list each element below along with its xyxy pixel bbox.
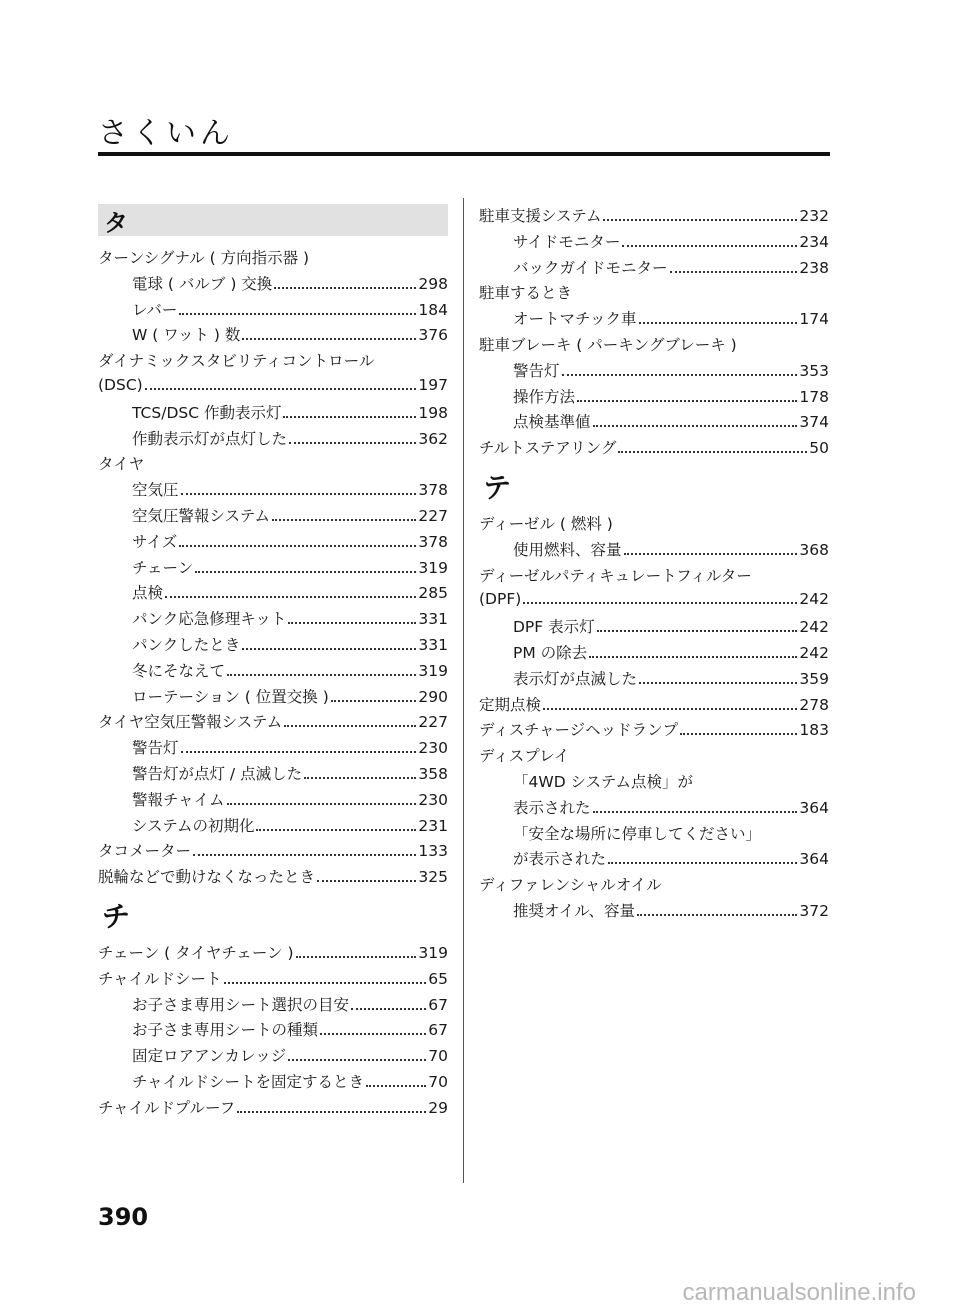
page-ref: 285 [418, 584, 448, 603]
entry-text: TCS/DSC 作動表示灯 [132, 403, 282, 422]
index-entry [479, 281, 829, 307]
dot-leader [181, 480, 417, 495]
index-entry [98, 839, 448, 865]
index-entry [98, 941, 448, 967]
index-subentry [98, 478, 448, 504]
index-subentry [98, 581, 448, 607]
entry-text: 警告灯 [132, 739, 179, 758]
page-ref: 67 [428, 1021, 448, 1040]
index-entry [98, 349, 448, 375]
entry-text: 空気圧 [132, 481, 179, 500]
entry-text: レバー [132, 300, 178, 319]
index-subentry [98, 1044, 448, 1070]
index-subentry [98, 814, 448, 840]
entry-text: 駐車するとき [479, 284, 573, 303]
index-subentry [98, 788, 448, 814]
index-subentry [479, 796, 829, 822]
entry-text: 表示された [513, 798, 591, 817]
entry-text: PM の除去 [513, 643, 588, 662]
dot-leader [618, 438, 807, 453]
index-subentry [98, 1070, 448, 1096]
index-entry [479, 333, 829, 359]
dot-leader [589, 643, 797, 658]
page-ref: 67 [428, 995, 448, 1014]
entry-text: サイズ [132, 532, 178, 551]
page-ref: 174 [799, 310, 829, 329]
entry-text: 推奨オイル、容量 [513, 901, 635, 920]
dot-leader [597, 617, 798, 632]
entry-text: 操作方法 [513, 387, 576, 406]
dot-leader [680, 720, 797, 735]
dot-leader [179, 532, 416, 547]
index-entry [479, 873, 829, 899]
dot-leader [593, 412, 798, 427]
index-entry [98, 246, 448, 272]
dot-leader [366, 1072, 426, 1087]
page-ref: 184 [418, 300, 448, 319]
index-subentry [98, 607, 448, 633]
index-subentry [479, 410, 829, 436]
dot-leader [237, 1098, 426, 1113]
index-entry [98, 452, 448, 478]
page-ref: 331 [418, 635, 448, 654]
page-ref: 232 [799, 207, 829, 225]
index-entry [479, 564, 829, 590]
page-ref: 242 [799, 590, 829, 609]
dot-leader [288, 609, 416, 624]
entry-text: ディーゼルパティキュレートフィルター [479, 566, 752, 585]
page-ref: 231 [418, 816, 448, 835]
entry-text: 駐車ブレーキ ( パーキングブレーキ ) [479, 335, 737, 354]
entry-text: ターンシグナル ( 方向指示器 ) [98, 249, 310, 267]
dot-leader [288, 1046, 426, 1061]
index-subentry [98, 427, 448, 453]
index-entry [479, 744, 829, 770]
page-ref: 376 [418, 326, 448, 345]
index-subentry [98, 633, 448, 659]
entry-text: ダイナミックスタビリティコントロール [98, 352, 375, 371]
entry-text: ローテーション ( 位置交換 ) [132, 687, 329, 706]
index-subentry [98, 685, 448, 711]
dot-leader [304, 764, 416, 779]
index-entry [479, 204, 829, 230]
page-ref: 227 [418, 506, 448, 525]
section-heading: テ [483, 470, 512, 504]
index-subentry [98, 659, 448, 685]
dot-leader [351, 995, 426, 1010]
page-ref: 50 [809, 439, 829, 458]
page-ref: 319 [418, 943, 448, 962]
entry-text: ディーゼル ( 燃料 ) [479, 514, 613, 533]
page-ref: 70 [428, 1072, 448, 1091]
page-ref: 374 [799, 413, 829, 432]
dot-leader [523, 589, 797, 604]
column-divider [463, 198, 464, 1183]
index-column-right [479, 204, 829, 925]
page-ref: 353 [799, 361, 829, 380]
dot-leader [256, 816, 416, 831]
section-heading: タ [98, 204, 448, 236]
index-entry [98, 710, 448, 736]
index-subentry [98, 272, 448, 298]
entry-text: (DSC) [98, 375, 143, 394]
entry-text: 作動表示灯が点灯した [132, 429, 288, 448]
dot-leader [227, 661, 416, 676]
entry-text: 冬にそなえて [132, 661, 226, 680]
entry-text: お子さま専用シートの種類 [132, 1021, 319, 1040]
index-entry [98, 1096, 448, 1122]
entry-text: オートマチック車 [513, 310, 637, 329]
dot-leader [317, 867, 416, 882]
dot-leader [283, 403, 416, 418]
entry-text: 警告灯が点灯 / 点滅した [132, 764, 303, 783]
index-subentry [98, 323, 448, 349]
dot-leader [145, 375, 417, 390]
index-entry [479, 718, 829, 744]
entry-text: 点検基準値 [513, 413, 591, 432]
index-entry [479, 693, 829, 719]
index-subentry [479, 307, 829, 333]
index-entry [479, 512, 829, 538]
dot-leader [272, 506, 416, 521]
index-subentry [479, 359, 829, 385]
index-subentry [98, 1018, 448, 1044]
page-ref: 364 [799, 850, 829, 869]
index-subentry [98, 530, 448, 556]
entry-text: 点検 [132, 584, 164, 603]
entry-text: 駐車支援システム [479, 207, 602, 225]
entry-text: (DPF) [479, 590, 522, 609]
page-ref: 298 [418, 274, 448, 293]
dot-leader [639, 669, 797, 684]
watermark: carmanualsonline.info [682, 1279, 916, 1306]
entry-text: チルトステアリング [479, 439, 617, 458]
dot-leader [320, 1020, 426, 1035]
page-ref: 29 [428, 1098, 448, 1117]
dot-leader [603, 206, 797, 221]
dot-leader [274, 274, 416, 289]
entry-text: お子さま専用シート選択の目安 [132, 995, 350, 1014]
dot-leader [562, 361, 798, 376]
page-title: さくいん [98, 116, 234, 151]
dot-leader [181, 738, 417, 753]
title-rule [98, 152, 830, 156]
entry-text: 警報チャイム [132, 790, 225, 809]
dot-leader [543, 695, 797, 710]
dot-leader [242, 635, 416, 650]
dot-leader [193, 841, 416, 856]
entry-text: 「安全な場所に停車してください」 [513, 824, 762, 843]
entry-text: タイヤ [98, 455, 145, 474]
entry-text: W ( ワット ) 数 [132, 326, 241, 345]
page-ref: 378 [418, 532, 448, 551]
index-subentry [98, 504, 448, 530]
page-ref: 230 [418, 790, 448, 809]
entry-text: が表示された [513, 850, 607, 869]
index-subentry [98, 993, 448, 1019]
entry-text: チャイルドプルーフ [98, 1098, 236, 1117]
dot-leader [639, 309, 798, 324]
entry-text: チェーン [132, 558, 194, 577]
index-entry [479, 589, 829, 615]
page-ref: 364 [799, 798, 829, 817]
dot-leader [227, 790, 417, 805]
dot-leader [284, 712, 416, 727]
index-subentry [479, 385, 829, 411]
page-ref: 65 [428, 969, 448, 988]
entry-text: ディスチャージヘッドランプ [479, 721, 679, 740]
entry-text: チャイルドシート [98, 969, 222, 988]
entry-text: ディファレンシャルオイル [479, 876, 662, 895]
page-number: 390 [98, 1203, 149, 1231]
entry-text: 脱輪などで動けなくなったとき [98, 868, 316, 887]
page-ref: 183 [799, 721, 829, 740]
section-heading: チ [102, 899, 131, 933]
index-subentry [479, 899, 829, 925]
dot-leader [195, 558, 416, 573]
index-subentry [98, 401, 448, 427]
index-subentry [479, 230, 829, 256]
entry-text: パンクしたとき [132, 635, 241, 654]
page-ref: 242 [799, 643, 829, 662]
index-entry [479, 436, 829, 462]
page-ref: 325 [418, 868, 448, 887]
index-subentry [479, 822, 829, 848]
page-ref: 242 [799, 618, 829, 637]
page-ref: 133 [418, 842, 448, 861]
entry-text: バックガイドモニター [513, 258, 668, 277]
entry-text: ディスプレイ [479, 747, 570, 766]
index-entry [98, 967, 448, 993]
entry-text: 空気圧警報システム [132, 506, 270, 525]
index-subentry [479, 538, 829, 564]
index-subentry [98, 762, 448, 788]
index-subentry [479, 847, 829, 873]
entry-text: チャイルドシートを固定するとき [132, 1072, 365, 1091]
page-ref: 372 [799, 901, 829, 920]
page-ref: 319 [418, 661, 448, 680]
dot-leader [608, 849, 797, 864]
entry-text: 使用燃料、容量 [513, 540, 622, 559]
page-ref: 378 [418, 481, 448, 500]
dot-leader [242, 325, 416, 340]
page-ref: 290 [418, 687, 448, 706]
page-ref: 278 [799, 695, 829, 714]
page-ref: 362 [418, 429, 448, 448]
page-ref: 227 [418, 713, 448, 732]
page-ref: 198 [418, 403, 448, 422]
page-ref: 238 [799, 258, 829, 277]
dot-leader [331, 687, 417, 702]
entry-text: システムの初期化 [132, 816, 255, 835]
entry-text: タイヤ空気圧警報システム [98, 713, 283, 732]
index-entry [98, 375, 448, 401]
index-subentry [479, 770, 829, 796]
dot-leader [622, 232, 797, 247]
page-ref: 368 [799, 540, 829, 559]
page-ref: 197 [418, 375, 448, 394]
page-ref: 70 [428, 1047, 448, 1066]
index-column-left [98, 204, 448, 1122]
index-subentry [479, 667, 829, 693]
index-subentry [479, 615, 829, 641]
page-ref: 230 [418, 739, 448, 758]
index-subentry [479, 641, 829, 667]
entry-text: チェーン ( タイヤチェーン ) [98, 943, 294, 962]
entry-text: サイドモニター [513, 232, 621, 251]
index-subentry [98, 556, 448, 582]
page-ref: 178 [799, 387, 829, 406]
index-subentry [98, 298, 448, 324]
dot-leader [224, 969, 427, 984]
entry-text: 固定ロアアンカレッジ [132, 1047, 287, 1066]
page-ref: 359 [799, 669, 829, 688]
dot-leader [577, 387, 797, 402]
entry-text: 電球 ( バルブ ) 交換 [132, 274, 273, 293]
dot-leader [179, 300, 416, 315]
entry-text: タコメーター [98, 842, 192, 861]
dot-leader [624, 540, 798, 555]
index-subentry [479, 256, 829, 282]
page-ref: 331 [418, 610, 448, 629]
entry-text: 「4WD システム点検」が [513, 772, 694, 791]
entry-text: 定期点検 [479, 695, 542, 714]
dot-leader [289, 429, 416, 444]
page-ref: 234 [799, 232, 829, 251]
index-subentry [98, 736, 448, 762]
entry-text: 表示灯が点滅した [513, 669, 638, 688]
dot-leader [637, 901, 797, 916]
page-ref: 319 [418, 558, 448, 577]
page-ref: 358 [418, 764, 448, 783]
entry-text: パンク応急修理キット [132, 610, 287, 629]
dot-leader [593, 798, 798, 813]
dot-leader [670, 258, 798, 273]
entry-text: 警告灯 [513, 361, 560, 380]
entry-text: DPF 表示灯 [513, 618, 595, 637]
index-entry [98, 865, 448, 891]
dot-leader [296, 943, 417, 958]
dot-leader [165, 583, 416, 598]
